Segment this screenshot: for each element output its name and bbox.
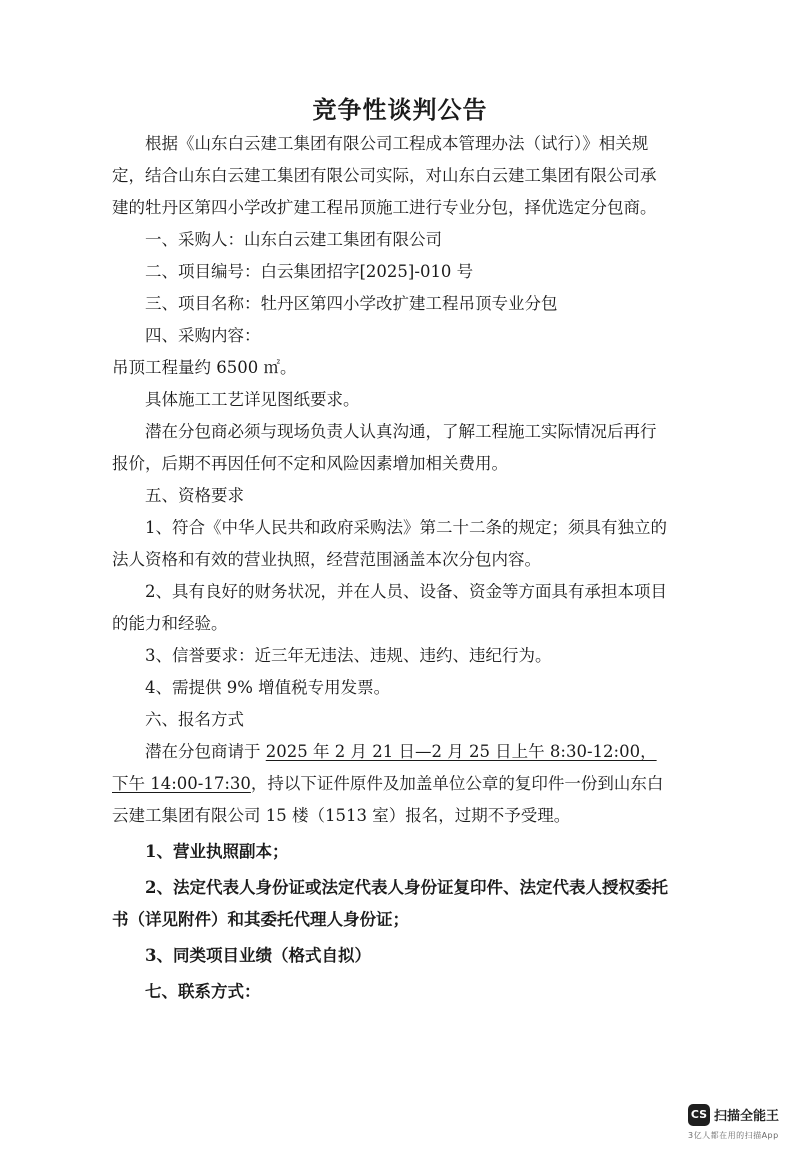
required-doc-2: 2、法定代表人身份证或法定代表人身份证复印件、法定代表人授权委托书（详见附件）和其委托代理人身份证； [112, 878, 668, 929]
intro-line-2: 结合山东白云建工集团有限公司实际，对山东白云建工集团有限公司承建的牡丹区第四小学改扩建工程吊顶施工进行专业分包，择优选定分包商。 [112, 166, 657, 217]
required-doc-1: 1、营业执照副本； [145, 842, 289, 861]
section-registration: 六、报名方式 [145, 710, 244, 729]
content-quantity: 吊顶工程量约 6500 ㎡。 [112, 358, 297, 377]
registration-suffix: ，持以下证件原件及加盖单位公章的复印件一份到山东白云建工集团有限公司 15 楼（1513 室）报名，过期不予受理。 [112, 774, 664, 825]
required-doc-3: 3、同类项目业绩（格式自拟） [145, 946, 371, 965]
section-purchase-content: 四、采购内容： [145, 326, 261, 345]
section-project-number: 二、项目编号：白云集团招字[2025]-010 号 [145, 262, 474, 281]
qualification-1: 1、符合《中华人民共和政府采购法》第二十二条的规定；须具有独立的法人资格和有效的营业执照，经营范围涵盖本次分包内容。 [112, 518, 667, 569]
section-contact: 七、联系方式： [145, 982, 261, 1001]
section-qualification: 五、资格要求 [145, 486, 244, 505]
section-project-name: 三、项目名称：牡丹区第四小学改扩建工程吊顶专业分包 [145, 294, 558, 313]
content-craft: 具体施工工艺详见图纸要求。 [145, 390, 360, 409]
page-title: 竞争性谈判公告 [312, 95, 488, 124]
registration-time: 2025 年 2 月 21 日—2 月 25 日上午 8:30-12:00， 下午 14:00-17:30 [112, 742, 657, 793]
registration-prefix: 潜在分包商请于 [145, 742, 266, 761]
registration-paragraph [112, 736, 672, 832]
content-note: 潜在分包商必须与现场负责人认真沟通，了解工程施工实际情况后再行报价，后期不再因任何不定和风险因素增加相关费用。 [112, 422, 657, 473]
section-purchaser: 一、采购人：山东白云建工集团有限公司 [145, 230, 442, 249]
qualification-2: 2、具有良好的财务状况，并在人员、设备、资金等方面具有承担本项目的能力和经验。 [112, 582, 667, 633]
camscanner-slogan: 3亿人都在用的扫描App [688, 1131, 779, 1140]
qualification-4: 4、需提供 9% 增值税专用发票。 [145, 678, 391, 697]
camscanner-logo-icon: CS [688, 1104, 710, 1126]
camscanner-watermark [688, 1102, 792, 1144]
intro-paragraph [112, 128, 672, 224]
document-body [112, 128, 672, 1008]
intro-line-1: 根据《山东白云建工集团有限公司工程成本管理办法（试行）》相关规定， [112, 134, 649, 185]
camscanner-app-name: 扫描全能王 [714, 1109, 780, 1124]
qualification-3: 3、信誉要求：近三年无违法、违规、违约、违纪行为。 [145, 646, 552, 665]
